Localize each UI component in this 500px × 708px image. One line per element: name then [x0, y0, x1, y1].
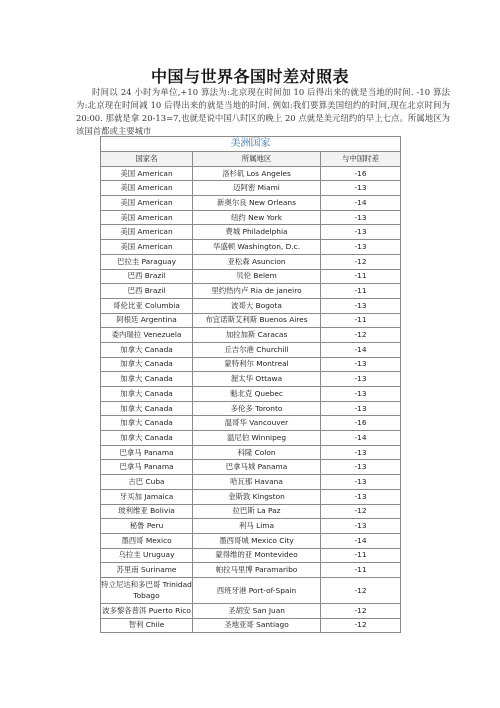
table-row	[101, 210, 401, 225]
table-row	[101, 519, 401, 534]
table-row	[101, 504, 401, 519]
region-cell: 巴拿马城 Panama	[193, 460, 321, 475]
country-cell: 哥伦比亚 Columbia	[101, 298, 193, 313]
offset-cell: -13	[321, 240, 401, 255]
offset-cell: -13	[321, 475, 401, 490]
region-cell: 布宜诺斯艾利斯 Buenos Aires	[193, 313, 321, 328]
country-cell: 墨西哥 Mexico	[101, 533, 193, 548]
table-row	[101, 460, 401, 475]
region-cell: 科隆 Colon	[193, 445, 321, 460]
table-row	[101, 387, 401, 402]
region-cell: 洛杉矶 Los Angeles	[193, 166, 321, 181]
region-cell: 新奥尔良 New Orleans	[193, 196, 321, 211]
table-row	[101, 618, 401, 633]
table-row	[101, 342, 401, 357]
country-cell: 美国 American	[101, 225, 193, 240]
offset-cell: -11	[321, 313, 401, 328]
country-cell: 阿根廷 Argentina	[101, 313, 193, 328]
table-row	[101, 445, 401, 460]
table-row	[101, 475, 401, 490]
offset-cell: -12	[321, 577, 401, 603]
table-row	[101, 416, 401, 431]
table-row	[101, 225, 401, 240]
offset-cell: -12	[321, 618, 401, 633]
country-cell: 巴拿马 Panama	[101, 460, 193, 475]
country-cell: 古巴 Cuba	[101, 475, 193, 490]
country-cell: 美国 American	[101, 166, 193, 181]
offset-cell: -14	[321, 342, 401, 357]
offset-cell: -13	[321, 225, 401, 240]
table-row	[101, 357, 401, 372]
offset-cell: -12	[321, 504, 401, 519]
offset-cell: -13	[321, 181, 401, 196]
region-cell: 华盛顿 Washington, D.c.	[193, 240, 321, 255]
country-cell: 美国 American	[101, 196, 193, 211]
table-row	[101, 401, 401, 416]
offset-cell: -16	[321, 166, 401, 181]
offset-cell: -13	[321, 445, 401, 460]
timezone-table	[100, 136, 401, 633]
offset-cell: -11	[321, 563, 401, 578]
region-cell: 渥太华 Ottawa	[193, 372, 321, 387]
section-title: 美洲国家	[101, 137, 401, 152]
country-cell: 加拿大 Canada	[101, 431, 193, 446]
table-row	[101, 298, 401, 313]
region-cell: 圣地亚哥 Santiago	[193, 618, 321, 633]
region-cell: 蒙特利尔 Montreal	[193, 357, 321, 372]
offset-cell: -13	[321, 489, 401, 504]
offset-cell: -12	[321, 328, 401, 343]
table-row	[101, 577, 401, 603]
country-cell: 秘鲁 Peru	[101, 519, 193, 534]
country-cell: 牙买加 Jamaica	[101, 489, 193, 504]
header-country: 国家名	[101, 152, 193, 167]
table-row	[101, 284, 401, 299]
region-cell: 西班牙港 Port-of-Spain	[193, 577, 321, 603]
region-cell: 费城 Philadelphia	[193, 225, 321, 240]
region-cell: 金斯敦 Kingston	[193, 489, 321, 504]
region-cell: 里约热内卢 Ria de janeiro	[193, 284, 321, 299]
country-cell: 加拿大 Canada	[101, 357, 193, 372]
region-cell: 圣胡安 San Juan	[193, 603, 321, 618]
table-row	[101, 313, 401, 328]
table-row	[101, 563, 401, 578]
offset-cell: -11	[321, 548, 401, 563]
country-cell: 美国 American	[101, 240, 193, 255]
offset-cell: -13	[321, 372, 401, 387]
country-cell: 波多黎各普洱 Puerto Rico	[101, 603, 193, 618]
region-cell: 墨西哥城 Mexico City	[193, 533, 321, 548]
table-row	[101, 489, 401, 504]
country-cell: 加拿大 Canada	[101, 401, 193, 416]
table-row	[101, 166, 401, 181]
country-cell: 委内瑞拉 Venezuela	[101, 328, 193, 343]
country-cell: 乌拉圭 Uruguay	[101, 548, 193, 563]
table-row	[101, 533, 401, 548]
table-row	[101, 372, 401, 387]
table-row	[101, 181, 401, 196]
table-row	[101, 254, 401, 269]
country-cell: 加拿大 Canada	[101, 342, 193, 357]
country-cell: 智利 Chile	[101, 618, 193, 633]
country-cell: 巴拿马 Panama	[101, 445, 193, 460]
offset-cell: -11	[321, 284, 401, 299]
country-cell: 加拿大 Canada	[101, 372, 193, 387]
country-cell: 巴西 Brazil	[101, 284, 193, 299]
country-cell: 美国 American	[101, 210, 193, 225]
table-row	[101, 603, 401, 618]
country-cell: 巴拉圭 Paraguay	[101, 254, 193, 269]
region-cell: 利马 Lima	[193, 519, 321, 534]
offset-cell: -13	[321, 519, 401, 534]
offset-cell: -16	[321, 416, 401, 431]
region-cell: 丘吉尔港 Churchill	[193, 342, 321, 357]
table-row	[101, 269, 401, 284]
offset-cell: -13	[321, 357, 401, 372]
table-row	[101, 548, 401, 563]
country-cell: 苏里南 Suriname	[101, 563, 193, 578]
region-cell: 加拉加斯 Caracas	[193, 328, 321, 343]
section-row	[101, 137, 401, 152]
offset-cell: -14	[321, 431, 401, 446]
region-cell: 波哥大 Bogota	[193, 298, 321, 313]
offset-cell: -12	[321, 254, 401, 269]
table-row	[101, 196, 401, 211]
table-row	[101, 328, 401, 343]
country-cell: 美国 American	[101, 181, 193, 196]
offset-cell: -13	[321, 460, 401, 475]
country-cell: 巴西 Brazil	[101, 269, 193, 284]
table-row	[101, 431, 401, 446]
table-row	[101, 240, 401, 255]
offset-cell: -13	[321, 401, 401, 416]
region-cell: 温哥华 Vancouver	[193, 416, 321, 431]
offset-cell: -14	[321, 196, 401, 211]
country-cell: 加拿大 Canada	[101, 387, 193, 402]
country-cell: 特立尼达和多巴哥 Trinidad Tobago	[101, 577, 193, 603]
offset-cell: -13	[321, 298, 401, 313]
header-offset: 与中国时差	[321, 152, 401, 167]
region-cell: 温尼伯 Winnipeg	[193, 431, 321, 446]
region-cell: 纽约 New York	[193, 210, 321, 225]
region-cell: 魁北克 Quebec	[193, 387, 321, 402]
offset-cell: -11	[321, 269, 401, 284]
region-cell: 蒙得维的亚 Montevideo	[193, 548, 321, 563]
page-title: 中国与世界各国时差对照表	[150, 67, 349, 86]
country-cell: 加拿大 Canada	[101, 416, 193, 431]
offset-cell: -13	[321, 210, 401, 225]
region-cell: 亚松森 Asuncion	[193, 254, 321, 269]
offset-cell: -12	[321, 603, 401, 618]
intro-paragraph: 时间以 24 小时为单位,+10 算法为:北京现在时间加 10 后得出来的就是当地的时间. -10 算法为:北京现在时间减 10 后得出来的就是当地的时间. 例如:我们要算美国纽约的时间,现在北京时间为 20:00. 那就是拿 20-13=7,也就是说中国八时区的晚上 20 点就是美元纽约的早上七点。所属地区为该国首都或主要城市	[76, 87, 450, 136]
header-row	[101, 152, 401, 167]
region-cell: 哈瓦那 Havana	[193, 475, 321, 490]
country-cell: 玻利维亚 Bolivia	[101, 504, 193, 519]
region-cell: 迈阿密 Miami	[193, 181, 321, 196]
region-cell: 贝伦 Belem	[193, 269, 321, 284]
offset-cell: -14	[321, 533, 401, 548]
header-region: 所属地区	[193, 152, 321, 167]
region-cell: 帕拉马里博 Paramaribo	[193, 563, 321, 578]
region-cell: 多伦多 Toronto	[193, 401, 321, 416]
offset-cell: -13	[321, 387, 401, 402]
region-cell: 拉巴斯 La Paz	[193, 504, 321, 519]
